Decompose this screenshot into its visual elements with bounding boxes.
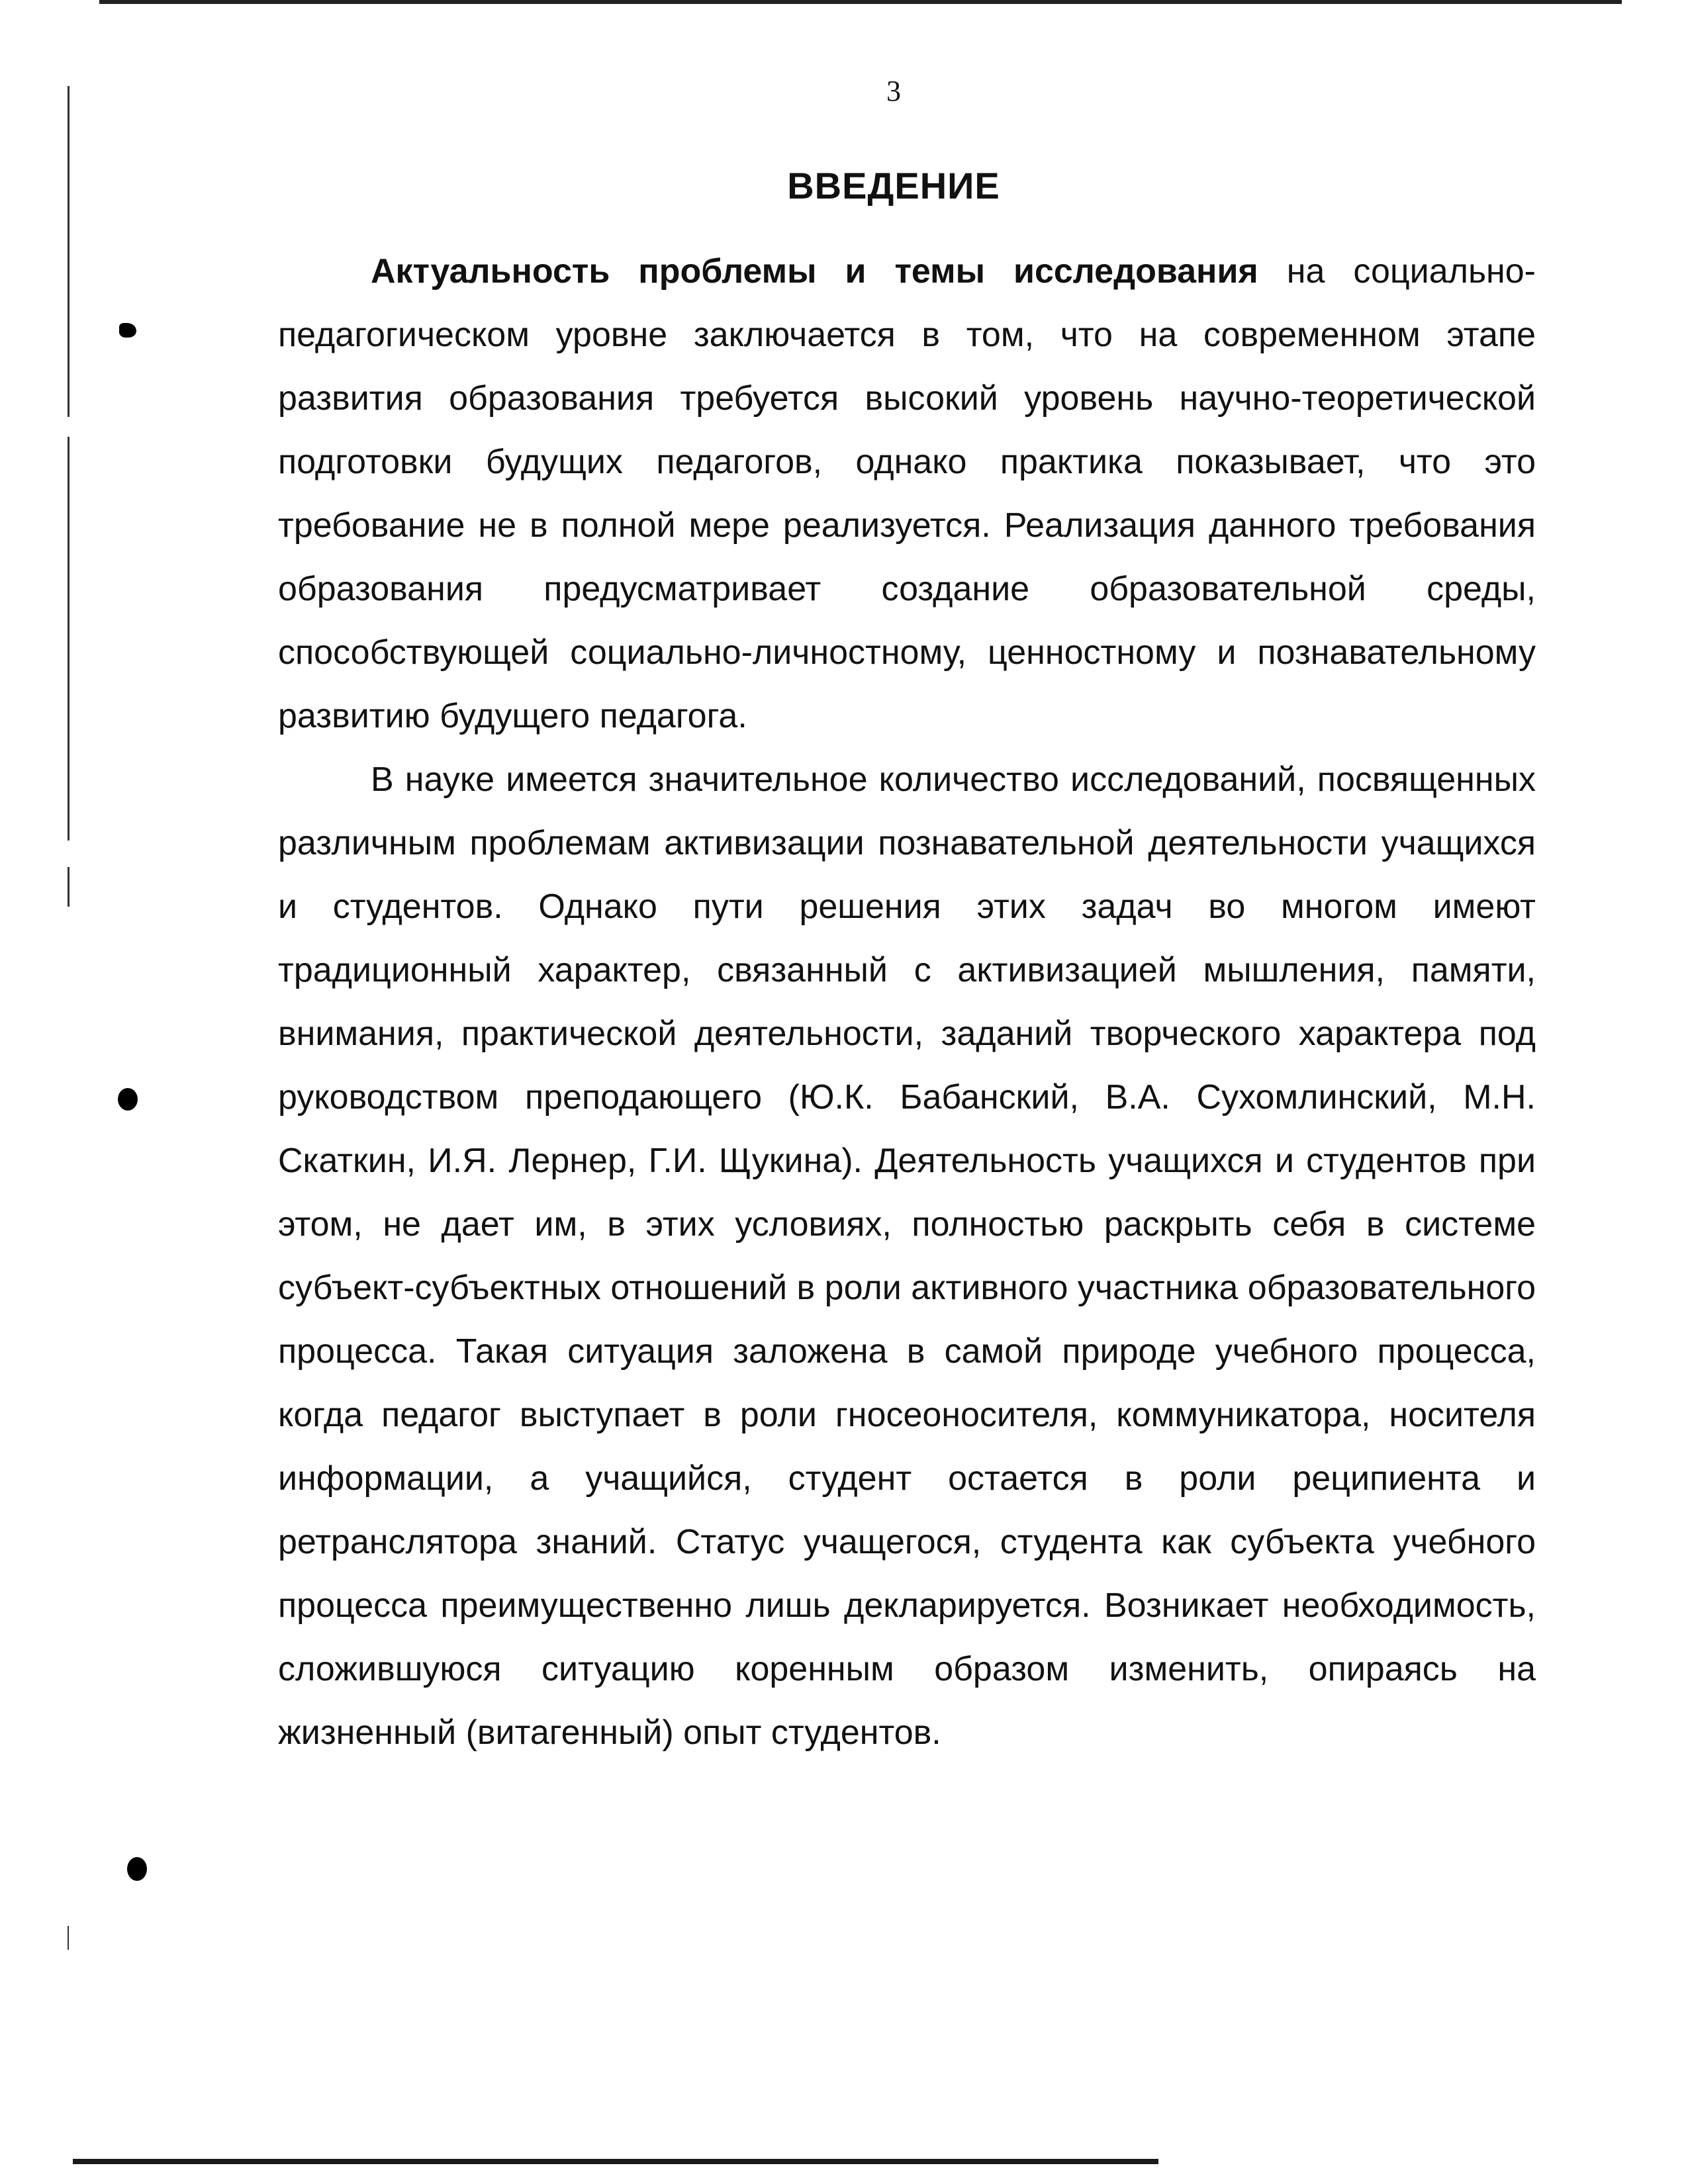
- document-body: [278, 240, 1536, 1764]
- punch-hole-mark-3: [127, 1857, 147, 1881]
- paragraph-text: на социально-педагогическом уровне заключается в том, что на современном этапе развития образования требуется высокий уровень научно-теоретической подготовки будущих педагогов, однако практика показывает, что это требование не в полной мере реализуется. Реализация данного требования образования предусматривает создание образовательной среды, способствующей социально-личностному, ценностному и познавательному развитию будущего педагога.: [278, 252, 1536, 735]
- paragraph-text: В науке имеется значительное количество исследований, посвященных различным проблемам активизации познавательной деятельности учащихся и студентов. Однако пути решения этих задач во многом имеют традиционный характер, связанный с активизацией мышления, памяти, внимания, практической деятельности, заданий творческого характера под руководством преподающего (Ю.К. Бабанский, В.А. Сухомлинский, М.Н. Скаткин, И.Я. Лернер, Г.И. Щукина). Деятельность учащихся и студентов при этом, не дает им, в этих условиях, полностью раскрыть себя в системе субъект-субъектных отношений в роли активного участника образовательного процесса. Такая ситуация заложена в самой природе учебного процесса, когда педагог выступает в роли гносеоносителя, коммуникатора, носителя информации, а учащийся, студент остается в роли реципиента и ретранслятора знаний. Статус учащегося, студента как субъекта учебного процесса преимущественно лишь декларируется. Возникает необходимость, сложившуюся ситуацию коренным образом изменить, опираясь на жизненный (витагенный) опыт студентов.: [278, 760, 1536, 1752]
- paragraph-research: [278, 748, 1536, 1764]
- page-number: 3: [886, 75, 901, 107]
- margin-rule-middle: [68, 437, 70, 841]
- paragraph-relevance: [278, 240, 1536, 748]
- paragraph-lead: Актуальность проблемы и темы исследования: [371, 252, 1258, 291]
- punch-hole-mark-1: [119, 323, 136, 338]
- scan-edge-bottom: [73, 2159, 1158, 2164]
- margin-rule-lower: [68, 867, 70, 907]
- margin-rule-upper: [68, 86, 70, 417]
- section-title: ВВЕДЕНИЕ: [787, 165, 1000, 206]
- margin-rule-bottom: [68, 1926, 69, 1950]
- punch-hole-mark-2: [118, 1088, 138, 1111]
- scan-edge-top: [99, 0, 1622, 4]
